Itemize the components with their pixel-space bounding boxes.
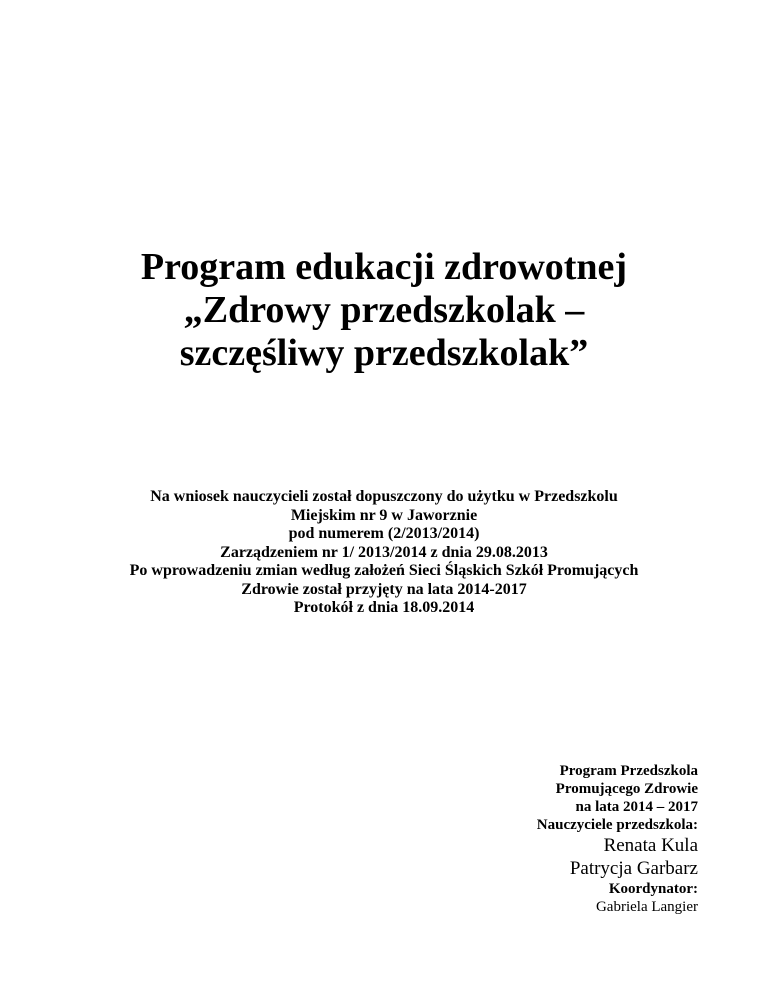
teacher-name: Patrycja Garbarz xyxy=(569,858,698,879)
program-line: na lata 2014 – 2017 xyxy=(575,799,698,815)
program-info-block xyxy=(537,762,698,917)
teachers-label: Nauczyciele przedszkola: xyxy=(536,817,698,833)
program-line: Program Przedszkola xyxy=(559,763,698,779)
title-line: Program edukacji zdrowotnej xyxy=(140,246,628,288)
coordinator-name: Gabriela Langier xyxy=(595,899,698,915)
approval-line: Miejskim nr 9 w Jaworznie xyxy=(290,506,478,524)
title-line: „Zdrowy przedszkolak – xyxy=(183,289,585,331)
approval-line: Protokół z dnia 18.09.2014 xyxy=(293,599,475,616)
approval-statement xyxy=(0,488,768,618)
approval-line: pod numerem (2/2013/2014) xyxy=(288,525,480,542)
title-line: szczęśliwy przedszkolak” xyxy=(179,332,589,374)
document-title xyxy=(0,246,768,375)
approval-line: Zdrowie został przyjęty na lata 2014-2017 xyxy=(241,580,527,598)
approval-line: Po wprowadzeniu zmian według założeń Sieci Śląskich Szkół Promujących xyxy=(129,562,639,579)
teacher-name: Renata Kula xyxy=(603,835,698,856)
coordinator-label: Koordynator: xyxy=(608,881,698,897)
program-line: Promującego Zdrowie xyxy=(555,781,698,797)
approval-line: Na wniosek nauczycieli został dopuszczony do użytku w Przedszkolu xyxy=(150,488,618,505)
approval-line: Zarządzeniem nr 1/ 2013/2014 z dnia 29.08.2013 xyxy=(220,543,548,561)
